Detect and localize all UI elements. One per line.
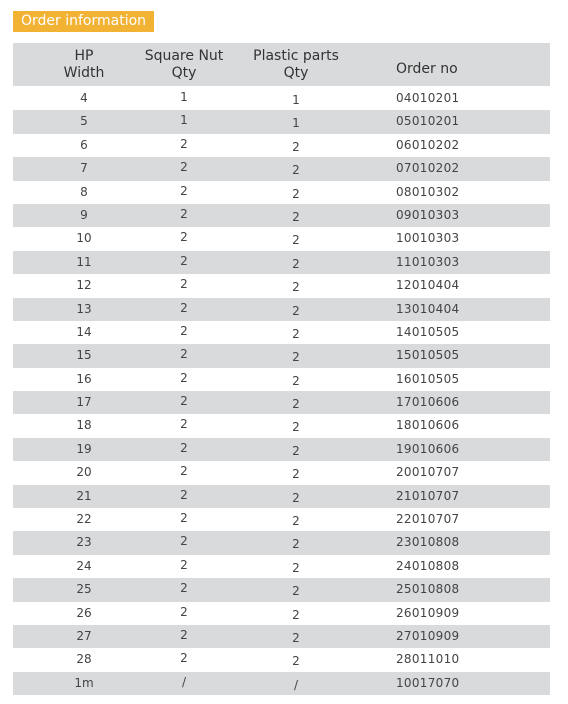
table-row [13, 414, 550, 437]
cell-square-nut-qty: 2 [180, 230, 188, 245]
table-row [13, 181, 550, 204]
cell-plastic-parts-qty: 2 [292, 233, 300, 248]
cell-order-no: 21010707 [396, 488, 460, 503]
table-row [13, 298, 550, 321]
table-row [13, 602, 550, 625]
section-title: Order information [13, 11, 154, 32]
cell-hp-width: 6 [80, 137, 88, 152]
cell-order-no: 22010707 [396, 512, 460, 527]
cell-order-no: 05010201 [396, 114, 460, 129]
cell-plastic-parts-qty: 2 [292, 467, 300, 482]
header-square-nut-qty [136, 43, 232, 86]
cell-plastic-parts-qty: 1 [292, 116, 300, 131]
cell-hp-width: 9 [80, 207, 88, 222]
table-row [13, 485, 550, 508]
header-hp-width-line2: Width [63, 64, 105, 81]
cell-order-no: 15010505 [396, 348, 460, 363]
table-header [13, 43, 550, 86]
cell-hp-width: 17 [76, 395, 92, 410]
header-order-no [396, 43, 516, 86]
cell-plastic-parts-qty: 2 [292, 256, 300, 271]
cell-hp-width: 18 [76, 418, 92, 433]
cell-order-no: 14010505 [396, 324, 460, 339]
order-table [13, 43, 550, 695]
cell-square-nut-qty: 2 [180, 627, 188, 642]
cell-order-no: 13010404 [396, 301, 460, 316]
cell-hp-width: 14 [76, 324, 92, 339]
table-row [13, 251, 550, 274]
cell-square-nut-qty: 2 [180, 206, 188, 221]
cell-plastic-parts-qty: 2 [292, 163, 300, 178]
table-row [13, 274, 550, 297]
cell-hp-width: 12 [76, 278, 92, 293]
cell-square-nut-qty: 2 [180, 464, 188, 479]
cell-plastic-parts-qty: 2 [292, 139, 300, 154]
cell-hp-width: 15 [76, 348, 92, 363]
table-row [13, 110, 550, 133]
table-row [13, 578, 550, 601]
cell-order-no: 06010202 [396, 137, 460, 152]
table-row [13, 555, 550, 578]
cell-plastic-parts-qty: 2 [292, 350, 300, 365]
cell-square-nut-qty: 2 [180, 604, 188, 619]
cell-square-nut-qty: 2 [180, 487, 188, 502]
cell-square-nut-qty: 2 [180, 277, 188, 292]
table-row [13, 391, 550, 414]
cell-hp-width: 24 [76, 558, 92, 573]
cell-order-no: 25010808 [396, 582, 460, 597]
cell-hp-width: 26 [76, 605, 92, 620]
table-row [13, 672, 550, 695]
cell-order-no: 28011010 [396, 652, 460, 667]
table-row [13, 648, 550, 671]
table-row [13, 531, 550, 554]
cell-order-no: 08010302 [396, 184, 460, 199]
cell-hp-width: 28 [76, 652, 92, 667]
header-plastic-parts-line2: Qty [283, 64, 309, 81]
table-row [13, 204, 550, 227]
table-row [13, 508, 550, 531]
cell-square-nut-qty: 2 [180, 300, 188, 315]
header-plastic-parts-line1: Plastic parts [253, 47, 339, 64]
cell-plastic-parts-qty: 2 [292, 209, 300, 224]
cell-square-nut-qty: / [181, 674, 187, 689]
header-hp-width-line1: HP [74, 47, 94, 64]
cell-order-no: 10010303 [396, 231, 460, 246]
cell-order-no: 27010909 [396, 628, 460, 643]
table-row [13, 368, 550, 391]
cell-square-nut-qty: 2 [180, 136, 188, 151]
cell-hp-width: 27 [76, 628, 92, 643]
cell-square-nut-qty: 2 [180, 417, 188, 432]
cell-order-no: 17010606 [396, 395, 460, 410]
cell-square-nut-qty: 2 [180, 347, 188, 362]
cell-hp-width: 5 [80, 114, 88, 129]
cell-square-nut-qty: 2 [180, 581, 188, 596]
cell-hp-width: 23 [76, 535, 92, 550]
table-row [13, 344, 550, 367]
cell-plastic-parts-qty: 1 [292, 93, 300, 107]
cell-square-nut-qty: 2 [180, 370, 188, 385]
cell-order-no: 04010201 [396, 91, 460, 105]
cell-order-no: 10017070 [396, 675, 460, 690]
cell-hp-width: 22 [76, 512, 92, 527]
cell-order-no: 16010505 [396, 371, 460, 386]
cell-order-no: 11010303 [396, 254, 460, 269]
table-row [13, 461, 550, 484]
table-row [13, 227, 550, 250]
cell-plastic-parts-qty: 2 [292, 443, 300, 458]
cell-hp-width: 13 [76, 301, 92, 316]
header-square-nut-line2: Qty [171, 64, 197, 81]
cell-square-nut-qty: 2 [180, 440, 188, 455]
cell-plastic-parts-qty: 2 [292, 186, 300, 201]
cell-plastic-parts-qty: 2 [292, 326, 300, 341]
cell-plastic-parts-qty: 2 [292, 490, 300, 505]
cell-hp-width: 20 [76, 465, 92, 480]
table-body [13, 87, 550, 695]
cell-square-nut-qty: 2 [180, 394, 188, 409]
cell-order-no: 23010808 [396, 535, 460, 550]
cell-order-no: 07010202 [396, 161, 460, 176]
cell-square-nut-qty: 2 [180, 511, 188, 526]
cell-order-no: 19010606 [396, 441, 460, 456]
cell-hp-width: 19 [76, 441, 92, 456]
header-order-no-label: Order no [396, 61, 458, 77]
cell-plastic-parts-qty: 2 [292, 280, 300, 295]
cell-hp-width: 4 [80, 91, 88, 105]
cell-plastic-parts-qty: / [293, 677, 299, 692]
cell-square-nut-qty: 2 [180, 183, 188, 198]
cell-plastic-parts-qty: 2 [292, 560, 300, 575]
cell-order-no: 26010909 [396, 605, 460, 620]
header-plastic-parts-qty [245, 43, 347, 86]
cell-plastic-parts-qty: 2 [292, 654, 300, 669]
cell-order-no: 12010404 [396, 278, 460, 293]
table-row [13, 625, 550, 648]
cell-square-nut-qty: 2 [180, 323, 188, 338]
cell-order-no: 18010606 [396, 418, 460, 433]
cell-hp-width: 11 [76, 254, 92, 269]
cell-plastic-parts-qty: 2 [292, 584, 300, 599]
cell-square-nut-qty: 2 [180, 160, 188, 175]
cell-hp-width: 7 [80, 161, 88, 176]
table-row [13, 157, 550, 180]
table-row [13, 438, 550, 461]
cell-hp-width: 21 [76, 488, 92, 503]
table-row [13, 87, 550, 110]
cell-square-nut-qty: 2 [180, 557, 188, 572]
cell-square-nut-qty: 1 [180, 90, 188, 104]
header-hp-width [13, 43, 155, 86]
cell-plastic-parts-qty: 2 [292, 397, 300, 412]
cell-plastic-parts-qty: 2 [292, 607, 300, 622]
cell-plastic-parts-qty: 2 [292, 303, 300, 318]
cell-order-no: 20010707 [396, 465, 460, 480]
table-row [13, 321, 550, 344]
cell-square-nut-qty: 2 [180, 651, 188, 666]
cell-square-nut-qty: 2 [180, 253, 188, 268]
table-row [13, 134, 550, 157]
cell-square-nut-qty: 1 [180, 113, 188, 128]
cell-hp-width: 10 [76, 231, 92, 246]
cell-order-no: 09010303 [396, 207, 460, 222]
cell-hp-width: 25 [76, 582, 92, 597]
cell-hp-width: 1m [74, 675, 94, 690]
header-square-nut-line1: Square Nut [144, 47, 224, 64]
cell-plastic-parts-qty: 2 [292, 420, 300, 435]
cell-order-no: 24010808 [396, 558, 460, 573]
cell-square-nut-qty: 2 [180, 534, 188, 549]
cell-plastic-parts-qty: 2 [292, 537, 300, 552]
cell-hp-width: 8 [80, 184, 88, 199]
cell-hp-width: 16 [76, 371, 92, 386]
cell-plastic-parts-qty: 2 [292, 514, 300, 529]
cell-plastic-parts-qty: 2 [292, 373, 300, 388]
cell-plastic-parts-qty: 2 [292, 630, 300, 645]
